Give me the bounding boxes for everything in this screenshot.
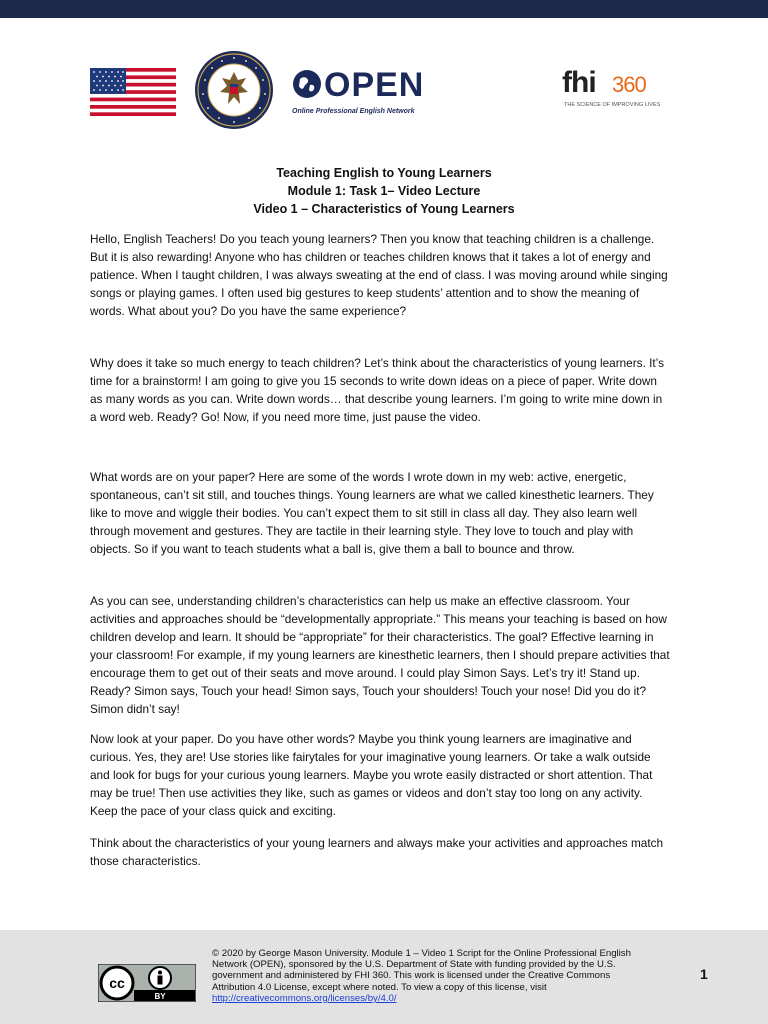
paragraph-5: Now look at your paper. Do you have other words? Maybe you think young learners are imaginative and curious. Yes, they are! Use stories like fairytales for your imaginative young learners. Or take a walk outside and look for bugs for your curious young learners. Maybe you wrote easily distracted or short attention. That may be true! Then use activities they like, such as games or videos and don’t stay too long on any activity. Keep the pace of your class quick and exciting. — [90, 732, 653, 818]
page-number: 1 — [700, 966, 708, 982]
creative-commons-by-icon — [98, 964, 196, 1002]
open-logo-text: OPEN — [324, 66, 425, 104]
license-link[interactable]: http://creativecommons.org/licenses/by/4.0/ — [212, 992, 397, 1004]
department-of-state-seal-icon — [194, 50, 274, 130]
license-notice — [212, 948, 652, 1004]
paragraph-3: What words are on your paper? Here are some of the words I wrote down in my web: active, energetic, spontaneous, can’t sit still, and touches things. Young learners are what we called kinesthetic learners. They like to move and wiggle their bodies. You can’t expect them to sit still in class all day. They also learn well through movement and gestures. They are tactile in their learning style. They love to touch and play with objects. So if you want to teach students what a ball is, give them a ball to bounce and throw. — [90, 470, 654, 556]
paragraph-1: Hello, English Teachers! Do you teach young learners? Then you know that teaching children is a challenge. But it is also rewarding! Anyone who has children or teaches children knows that it takes a lot of energy and patience. When I taught children, I was always sweating at the end of class. I was moving around while singing songs or playing games. I often used big gestures to keep students’ attention and to show the meaning of words. What about you? Do you have the same experience? — [90, 232, 668, 318]
paragraph-2: Why does it take so much energy to teach children? Let’s think about the characteristics of young learners. It’s time for a brainstorm! I am going to give you 15 seconds to write down ideas on a piece of paper. Write down as many words as you can. Write down words… that describe young learners. I’m going to write mine down in a word web. Ready? Go! Now, if you need more time, just pause the video. — [90, 356, 664, 424]
license-text: © 2020 by George Mason University. Module 1 – Video 1 Script for the Online Professional English Network (OPEN), sponsored by the U.S. Department of State with funding provided by the U.S. government and administered by FHI 360. This work is licensed under the Creative Commons Attribution 4.0 License, except where noted. To view a copy of this license, visit — [212, 948, 631, 993]
fhi-logo-text: fhi — [562, 66, 596, 99]
document-title — [0, 164, 768, 218]
page-footer — [0, 930, 768, 1024]
cc-label: cc — [109, 975, 125, 991]
logo-row — [0, 44, 768, 144]
paragraph-4: As you can see, understanding children’s characteristics can help us make an effective classroom. Your activities and approaches should be “developmentally appropriate.” This means your teaching is based on how children develop and learn. It should be “appropriate” for their characteristics. The goal? Effective learning in your classroom! For example, if my young learners are kinesthetic learners, then I should prepare activities that encourage them to get out of their seats and move around. I could play Simon Says. Let’s try it! Stand up. Ready? Simon says, Touch your head! Simon says, Touch your shoulders! Touch your nose! Did you do it? Simon didn’t say! — [90, 594, 670, 716]
globe-icon — [292, 69, 322, 99]
us-flag-icon — [90, 68, 176, 116]
by-label: BY — [154, 992, 166, 1001]
open-logo — [292, 66, 432, 118]
fhi360-logo — [562, 66, 662, 114]
fhi-logo-number: 360 — [612, 72, 646, 97]
fhi-logo-tagline: THE SCIENCE OF IMPROVING LIVES — [564, 102, 661, 108]
top-banner-bar — [0, 0, 768, 18]
course-title: Teaching English to Young Learners — [276, 166, 492, 180]
open-logo-subtitle: Online Professional English Network — [292, 108, 415, 115]
video-title: Video 1 – Characteristics of Young Learners — [253, 202, 515, 216]
module-title: Module 1: Task 1– Video Lecture — [287, 184, 481, 198]
paragraph-6: Think about the characteristics of your young learners and always make your activities and approaches match those characteristics. — [90, 836, 664, 868]
